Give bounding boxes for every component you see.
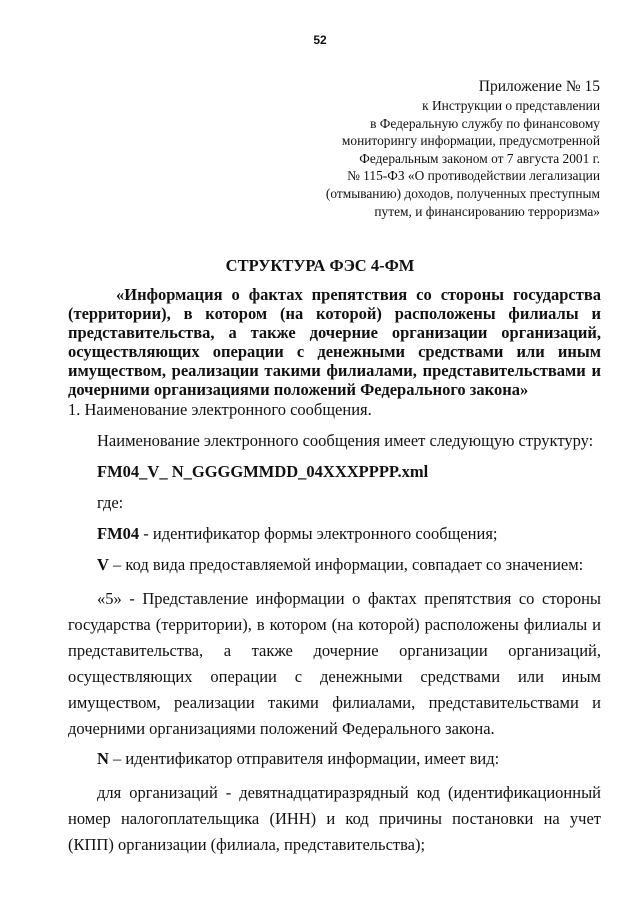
- page-number: 52: [313, 33, 327, 47]
- v-text: – код вида предоставляемой информации, совпадает со значением:: [108, 555, 584, 574]
- n-code: N: [97, 749, 109, 768]
- appendix-line: мониторингу информации, предусмотренной: [341, 133, 600, 149]
- appendix-title: Приложение № 15: [478, 78, 600, 95]
- fm04-definition: [68, 524, 601, 544]
- appendix-line: Федеральным законом от 7 августа 2001 г.: [359, 150, 600, 166]
- v-value-paragraph: «5» - Представление информации о фактах препятствия со стороны государства (территории), в котором (на которой) расположены филиалы и представительства, а также дочерние организации организаций, осуществляющих операции с денежными средствами или иным имуществом, реализации такими филиалами, представительствами и дочерними организациями положений Федерального закона.: [68, 589, 601, 738]
- appendix-line: к Инструкции о представлении: [422, 98, 600, 113]
- appendix-header: [326, 76, 600, 220]
- appendix-line: путем, и финансированию терроризма»: [374, 203, 600, 219]
- appendix-line: в Федеральную службу по финансовому: [370, 115, 600, 131]
- structure-description: «Информация о фактах препятствия со стороны государства (территории), в котором (на которой) расположены филиалы и представительства, а также дочерние организации организаций, осуществляющих операции с денежными средствами или иным имуществом, реализации такими филиалами, представительствами и дочерними организациями положений Федерального закона»: [68, 285, 601, 399]
- where-label: где:: [97, 493, 124, 512]
- filename-pattern: FM04_V_ N_GGGGMMDD_04XXXPPPP.xml: [97, 462, 429, 481]
- fm04-text: - идентификатор формы электронного сообщения;: [139, 524, 498, 543]
- n-text: – идентификатор отправителя информации, имеет вид:: [108, 749, 500, 768]
- appendix-line: (отмыванию) доходов, полученных преступным: [325, 185, 600, 201]
- section-1: [68, 400, 601, 865]
- structure-title: СТРУКТУРА ФЭС 4-ФМ: [225, 256, 415, 275]
- section-heading: 1. Наименование электронного сообщения.: [68, 400, 372, 419]
- v-code: V: [97, 555, 109, 574]
- v-definition: [68, 555, 601, 575]
- intro-paragraph: Наименование электронного сообщения имеет следующую структуру:: [97, 431, 594, 450]
- appendix-line: № 115-ФЗ «О противодействии легализации: [347, 168, 600, 184]
- n-definition: [68, 749, 601, 769]
- n-org-paragraph: для организаций - девятнадцатиразрядный код (идентификационный номер налогоплательщика (ИНН) и код причины постановки на учет (КПП) организации (филиала, представительства);: [68, 783, 601, 854]
- fm04-code: FM04: [97, 524, 140, 543]
